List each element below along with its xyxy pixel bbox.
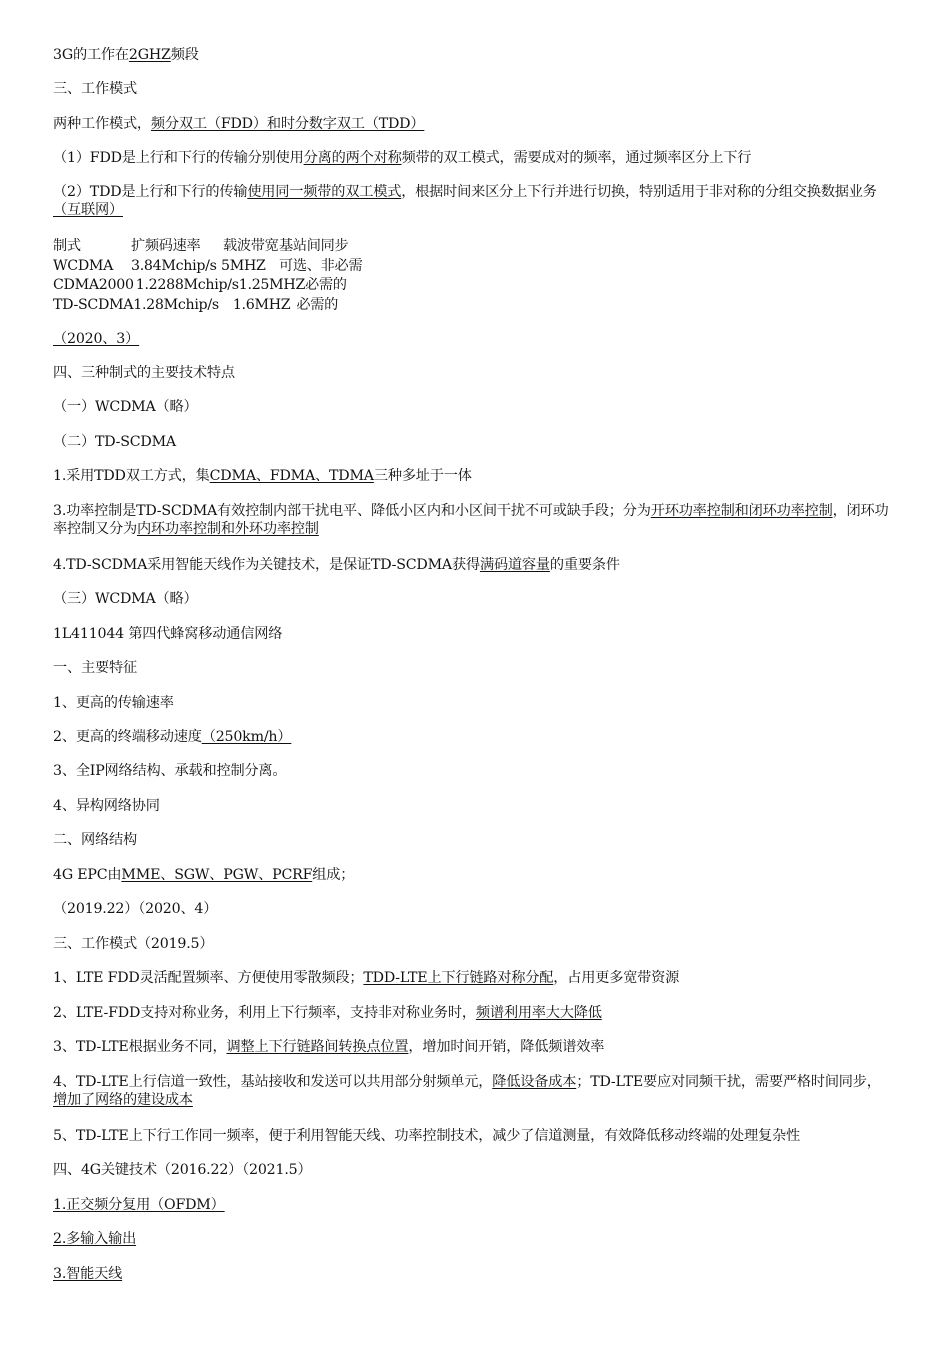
underlined-text: 增加了网络的建设成本 xyxy=(53,1092,193,1108)
paragraph xyxy=(53,866,893,884)
underlined-text: TDD-LTE上下行链路对称分配 xyxy=(363,970,554,986)
paragraph xyxy=(53,1004,893,1022)
paragraph xyxy=(53,1127,893,1145)
text-run: ，闭环功率控制又分为 xyxy=(53,503,889,537)
text-run: 的重要条件 xyxy=(549,557,620,573)
paragraph xyxy=(53,364,893,382)
table-cell: 1.2288Mchip/s xyxy=(135,277,239,293)
underlined-text: 调整上下行链路间转换点位置 xyxy=(226,1039,409,1055)
underlined-text: 频分双工（FDD）和时分数字双工（TDD） xyxy=(150,116,425,132)
underlined-text: 频谱利用率大大降低 xyxy=(475,1005,602,1021)
paragraph xyxy=(53,398,893,416)
paragraph xyxy=(53,590,893,608)
text-run: （1）FDD是上行和下行的传输分别使用 xyxy=(53,150,304,166)
paragraph xyxy=(53,625,893,643)
paragraph xyxy=(53,556,893,574)
underlined-text: （250km/h） xyxy=(201,729,292,745)
text-run: 三、工作模式 xyxy=(53,81,137,97)
text-run: 1、更高的传输速率 xyxy=(53,695,174,711)
underlined-text: 使用同一频带的双工模式 xyxy=(247,184,402,200)
text-run: 3、全IP网络结构、承载和控制分离。 xyxy=(53,763,287,779)
paragraph xyxy=(53,149,893,167)
paragraph xyxy=(53,1265,893,1283)
table-header-cell: 基站间同步 xyxy=(279,238,349,254)
table-cell: 1.28Mchip/s xyxy=(133,296,219,313)
text-run: 4、异构网络协同 xyxy=(53,798,160,814)
text-run: 1L411044 第四代蜂窝移动通信网络 xyxy=(53,626,283,642)
paragraph xyxy=(53,831,893,849)
text-run: 3G的工作在 xyxy=(53,47,129,63)
paragraph xyxy=(53,762,893,780)
text-run: 三种多址于一体 xyxy=(373,468,472,484)
text-run: ，增加时间开销，降低频谱效率 xyxy=(408,1039,605,1055)
table-cell: 5MHZ xyxy=(221,257,266,274)
underlined-text: 满码道容量 xyxy=(479,557,550,573)
paragraph xyxy=(53,797,893,815)
text-run: 3、TD-LTE根据业务不同， xyxy=(53,1039,227,1055)
text-run: 4G EPC由 xyxy=(53,867,122,883)
underlined-text: 内环功率控制和外环功率控制 xyxy=(136,521,319,537)
table-row xyxy=(53,257,362,277)
text-run: （二）TD-SCDMA xyxy=(53,434,176,450)
text-run: ，根据时间来区分上下行并进行切换，特别适用于非对称的分组交换数据业务 xyxy=(401,184,877,200)
table-cell: 3.84Mchip/s xyxy=(131,257,217,274)
table-cell: 必需的 xyxy=(296,296,339,313)
paragraph xyxy=(53,183,893,219)
paragraph xyxy=(53,1073,893,1109)
underlined-text: 分离的两个对称 xyxy=(303,150,402,166)
underlined-text: （2020、3） xyxy=(53,331,140,347)
paragraph xyxy=(53,728,893,746)
table-cell: 1.25MHZ xyxy=(238,277,306,293)
text-run: 频带的双工模式，需要成对的频率，通过频率区分上下行 xyxy=(401,150,752,166)
underlined-text: MME、SGW、PGW、PCRF xyxy=(121,867,313,883)
standards-table xyxy=(53,237,362,315)
text-run: （2019.22）（2020、4） xyxy=(53,901,218,917)
paragraph xyxy=(53,900,893,918)
underlined-text: 2GHZ xyxy=(128,47,171,63)
text-run: ；TD-LTE要应对同频干扰，需要严格时间同步， xyxy=(576,1074,881,1090)
table-cell: CDMA2000 xyxy=(53,277,134,293)
paragraph xyxy=(53,1196,893,1214)
text-run: （三）WCDMA（略） xyxy=(53,591,198,607)
text-run: 2、更高的终端移动速度 xyxy=(53,729,202,745)
text-run: 5、TD-LTE上下行工作同一频率，便于利用智能天线、功率控制技术，减少了信道测量，有效降低移动终端的处理复杂性 xyxy=(53,1128,800,1144)
paragraph xyxy=(53,935,893,953)
text-run: 频段 xyxy=(170,47,199,63)
table-cell: TD-SCDMA xyxy=(53,296,134,313)
underlined-text: 1.正交频分复用（OFDM） xyxy=(53,1197,225,1213)
text-run: 1、LTE FDD灵活配置频率、方便使用零散频段； xyxy=(53,970,364,986)
underlined-text: 2.多输入输出 xyxy=(53,1231,137,1247)
text-run: 4.TD-SCDMA采用智能天线作为关键技术，是保证TD-SCDMA获得 xyxy=(53,557,480,573)
text-run: 组成； xyxy=(312,867,355,883)
table-header-cell: 扩频码速率 xyxy=(131,238,201,254)
table-row xyxy=(53,296,362,316)
table-row xyxy=(53,276,362,296)
underlined-text: CDMA、FDMA、TDMA xyxy=(209,468,374,484)
paragraph xyxy=(53,502,893,538)
paragraph xyxy=(53,1161,893,1179)
text-run: 四、4G关键技术（2016.22）（2021.5） xyxy=(53,1162,312,1178)
paragraph xyxy=(53,467,893,485)
underlined-text: （互联网） xyxy=(53,202,123,218)
paragraph xyxy=(53,433,893,451)
paragraph xyxy=(53,46,893,64)
table-header-cell: 制式 xyxy=(53,238,81,254)
text-run: 两种工作模式， xyxy=(53,116,151,132)
table-cell: 1.6MHZ xyxy=(232,296,291,313)
paragraph xyxy=(53,1230,893,1248)
text-run: 二、网络结构 xyxy=(53,832,137,848)
paragraph xyxy=(53,1038,893,1056)
table-cell: WCDMA xyxy=(53,257,114,274)
text-run: 3.功率控制是TD-SCDMA有效控制内部干扰电平、降低小区内和小区间干扰不可或缺手段；分为 xyxy=(53,503,651,519)
paragraph xyxy=(53,659,893,677)
paragraph xyxy=(53,330,893,348)
text-run: 4、TD-LTE上行信道一致性，基站接收和发送可以共用部分射频单元， xyxy=(53,1074,493,1090)
underlined-text: 3.智能天线 xyxy=(53,1266,123,1282)
text-run: ，占用更多宽带资源 xyxy=(553,970,680,986)
table-header-row xyxy=(53,237,362,257)
underlined-text: 开环功率控制和闭环功率控制 xyxy=(650,503,833,519)
paragraph xyxy=(53,969,893,987)
text-run: 三、工作模式（2019.5） xyxy=(53,936,214,952)
paragraph xyxy=(53,115,893,133)
paragraph xyxy=(53,80,893,98)
table-cell: 必需的 xyxy=(305,277,347,293)
text-run: 一、主要特征 xyxy=(53,660,137,676)
table-cell: 可选、非必需 xyxy=(279,257,363,274)
text-run: （2）TDD是上行和下行的传输 xyxy=(53,184,248,200)
text-run: 2、LTE-FDD支持对称业务，利用上下行频率，支持非对称业务时， xyxy=(53,1005,476,1021)
table-header-cell: 载波带宽 xyxy=(223,238,279,254)
paragraph xyxy=(53,694,893,712)
underlined-text: 降低设备成本 xyxy=(492,1074,577,1090)
text-run: 四、三种制式的主要技术特点 xyxy=(53,365,235,381)
text-run: 1.采用TDD双工方式，集 xyxy=(53,468,210,484)
text-run: （一）WCDMA（略） xyxy=(53,399,198,415)
